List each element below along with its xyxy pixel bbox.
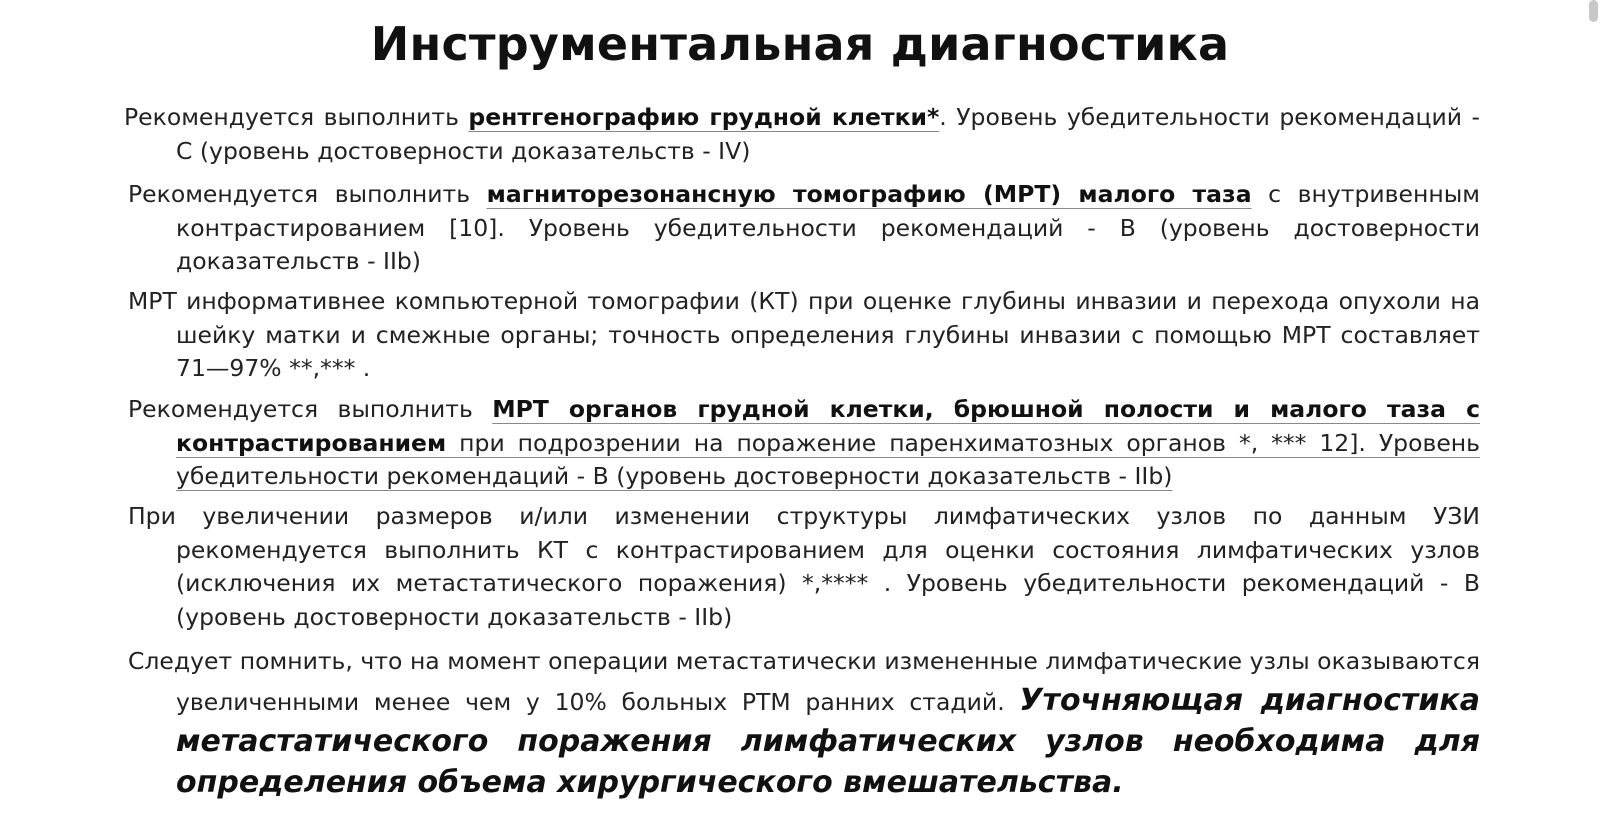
page-title: Инструментальная диагностика [370,17,1230,71]
paragraph-text: Рекомендуется выполнить [124,103,469,131]
vertical-scrollbar[interactable] [1586,0,1600,824]
bold-italic-statement: Уточняющая диагностика метастатического поражения лимфатических узлов необходима для определения объема хирургического вмешательства. [176,683,1480,800]
bold-term: магниторезонансную томографию (МРТ) малого таза [486,180,1252,208]
bold-term: МРТ органов грудной клетки, брюшной полости и малого таза с контрастированием [176,395,1480,457]
paragraph-ct-lymph [128,500,1480,634]
paragraph-text: Следует помнить, что на момент операции метастатически измененные лимфатические узлы оказываются увеличенными менее чем у 10% больных РТМ ранних стадий. [128,647,1480,716]
paragraph-text: при подрозрении на поражение паренхиматозных органов *, *** 12]. Уровень убедительности рекомендаций - В (уровень достоверности доказательств - IIb) [176,428,1480,490]
paragraph-text: При увеличении размеров и/или изменении структуры лимфатических узлов по данным УЗИ рекомендуется выполнить КТ с контрастированием для оценки состояния лимфатических узлов (исключения их метастатического поражения) *,**** . Уровень убедительности рекомендаций - В (уровень достоверности доказательств - IIb) [128,502,1480,631]
paragraph-text: Рекомендуется выполнить [128,395,493,423]
paragraph-text: с внутривенным контрастированием [10]. Уровень убедительности рекомендаций - В (уровень достоверности доказательств - IIb) [176,180,1480,275]
scrollbar-thumb[interactable] [1589,0,1598,22]
bold-term: рентгенографию грудной клетки* [468,103,940,131]
paragraph-conclusion [128,641,1480,804]
paragraph-text: МРТ информативнее компьютерной томографии (КТ) при оценке глубины инвазии и перехода опухоли на шейку матки и смежные органы; точность определения глубины инвазии с помощью МРТ составляет 71—97% **,*** . [128,287,1480,382]
paragraph-mri-pelvis [128,178,1480,279]
paragraph-text: . Уровень убедительности рекомендаций - С (уровень достоверности доказательств - IV) [176,103,1480,165]
paragraph-mri-vs-ct [128,285,1480,386]
paragraph-mri-organs [128,393,1480,494]
paragraph-text: Рекомендуется выполнить [128,180,487,208]
paragraph-chest-xray [124,101,1480,168]
